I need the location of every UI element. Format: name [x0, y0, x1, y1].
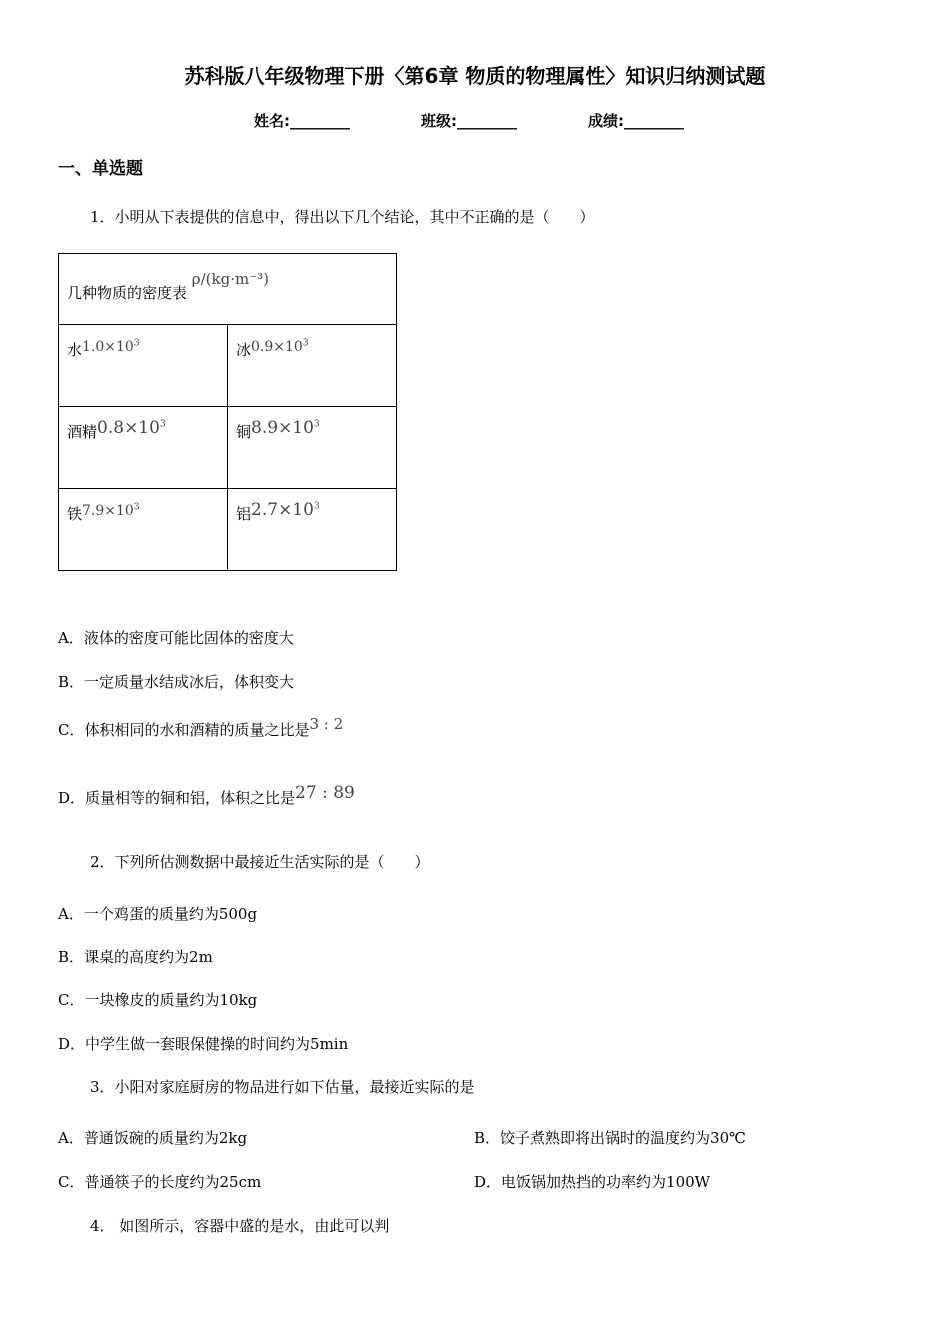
- question-2-option-d: D．中学生做一套眼保健操的时间约为5min: [58, 1035, 349, 1053]
- option-text: D．质量相等的铜和铝，体积之比是: [58, 789, 296, 807]
- substance-name: 铜: [236, 423, 252, 441]
- density-exponent: 3: [302, 338, 309, 349]
- question-1-option-c: [58, 715, 344, 740]
- name-field: 姓名:________: [254, 112, 350, 130]
- density-exponent: 3: [313, 501, 320, 512]
- question-2-stem: 2．下列所估测数据中最接近生活实际的是（ ）: [90, 853, 430, 871]
- question-1-option-a: A．液体的密度可能比固体的密度大: [58, 629, 294, 647]
- table-cell: 水$1.0\times 10^3$: [59, 325, 228, 407]
- density-exponent: 3: [313, 419, 320, 430]
- density-value: 2.7: [251, 500, 279, 520]
- table-header-text: 几种物质的密度表: [67, 284, 188, 302]
- question-2-option-c: C．一块橡皮的质量约为10kg: [58, 991, 258, 1009]
- table-cell: 铝$2.7\times 10^3$: [228, 489, 397, 571]
- density-exponent: 3: [133, 338, 140, 349]
- question-3-option-b: B．饺子煮熟即将出锅时的温度约为30℃: [474, 1129, 746, 1147]
- class-field: 班级:________: [421, 112, 517, 130]
- substance-name: 铁: [67, 505, 83, 523]
- substance-name: 铝: [236, 505, 252, 523]
- question-3-option-c: C．普通筷子的长度约为25cm: [58, 1173, 262, 1191]
- density-value: 0.9: [251, 339, 274, 355]
- question-1-stem: 1．小明从下表提供的信息中，得出以下几个结论，其中不正确的是（ ）: [90, 208, 595, 226]
- question-3-option-d: D．电饭锅加热挡的功率约为100W: [474, 1173, 711, 1191]
- ratio-math: 3 : 2: [309, 715, 344, 733]
- table-cell: 冰$0.9\times 10^3$: [228, 325, 397, 407]
- question-1-option-d: [58, 783, 355, 808]
- question-3-stem: 3．小阳对家庭厨房的物品进行如下估量，最接近实际的是: [90, 1078, 475, 1096]
- density-exponent: 3: [133, 502, 140, 513]
- density-value: 8.9: [251, 418, 279, 438]
- density-unit: ρ/(kg·m⁻³): [191, 270, 269, 288]
- density-table: [58, 253, 397, 571]
- section-heading: 一、单选题: [58, 159, 143, 179]
- score-field: 成绩:________: [588, 112, 684, 130]
- question-1-option-b: B．一定质量水结成冰后，体积变大: [58, 673, 295, 691]
- density-value: 1.0: [82, 339, 105, 355]
- substance-name: 冰: [236, 341, 252, 359]
- question-2-option-a: A．一个鸡蛋的质量约为500g: [58, 905, 258, 923]
- density-value: 0.8: [97, 418, 125, 438]
- density-value: 7.9: [82, 503, 105, 519]
- density-table-header: [59, 254, 397, 325]
- question-3-option-a: A．普通饭碗的质量约为2kg: [58, 1129, 248, 1147]
- question-4-stem: 4． 如图所示，容器中盛的是水，由此可以判: [90, 1217, 390, 1235]
- ratio-math: 27 : 89: [295, 783, 355, 803]
- option-text: C．体积相同的水和酒精的质量之比是: [58, 721, 310, 739]
- document-title: 苏科版八年级物理下册〈第6章 物质的物理属性〉知识归纳测试题: [184, 64, 766, 88]
- question-2-option-b: B．课桌的高度约为2m: [58, 948, 213, 966]
- table-cell: 铁$7.9\times 10^3$: [59, 489, 228, 571]
- substance-name: 酒精: [67, 423, 98, 441]
- density-exponent: 3: [159, 419, 166, 430]
- substance-name: 水: [67, 341, 83, 359]
- table-cell: 酒精$0.8\times 10^3$: [59, 407, 228, 489]
- table-cell: 铜$8.9\times 10^3$: [228, 407, 397, 489]
